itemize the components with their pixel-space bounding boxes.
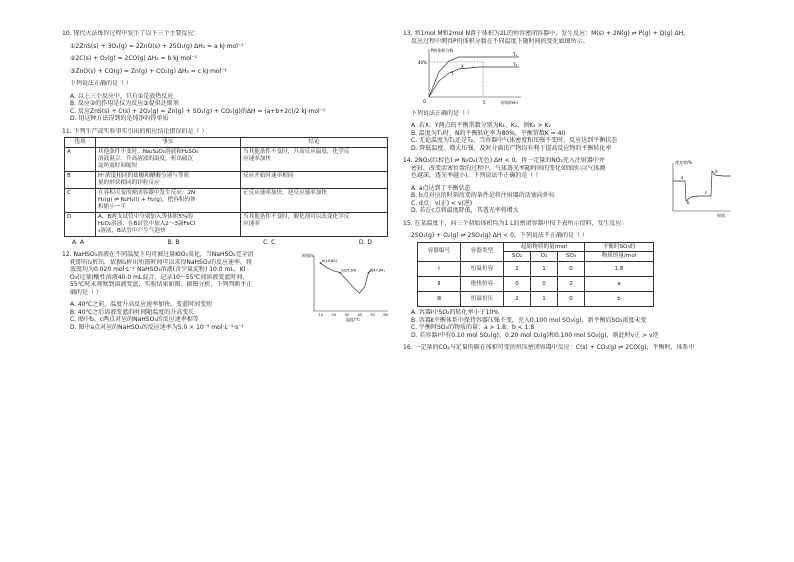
- cell-line: 量的形状相同的锌粒反应: [98, 179, 160, 186]
- option-a: A. 以上三个反应中，只有①是放热反应: [70, 92, 174, 100]
- cell-line: H⁺浓度相同的盐酸和醋酸分别与等质: [98, 172, 190, 179]
- table-row: [65, 212, 388, 236]
- stem-line: 13. 将1mol M和2mol N置于体积为2L的恒容密闭容器中，发生反应：M(s) + 2N(g) ⇌ P(g) + Q(g) ΔH。: [403, 30, 690, 37]
- option-c: C. 无论温度为T₁还是T₂，当容器中气体密度和压强不变时，反应达到平衡状态: [411, 137, 618, 144]
- point-label-c: c: [705, 190, 708, 195]
- table-header: 事实: [96, 138, 241, 148]
- question-11: [62, 128, 392, 247]
- table-cell: [96, 171, 241, 188]
- x-tick-label: 40: [357, 313, 362, 318]
- option-c: C. d点：v(正) < v(逆): [411, 199, 473, 207]
- table-cell: Ⅲ: [418, 292, 461, 307]
- cell-line: 反应开始时速率相同: [243, 172, 294, 179]
- table-cell: Ⅰ: [418, 262, 461, 277]
- data-point-label: b(25,64): [341, 268, 357, 273]
- table-row: [418, 262, 654, 277]
- option-d: D. 图中a点对应的NaHSO₃的反应速率为5.0 × 10⁻⁵ mol·L⁻¹·s⁻¹: [70, 323, 244, 331]
- data-points: [320, 259, 386, 274]
- option-c: C. 平衡时SO₃的物质的量：a > 1.8、b < 1.8: [411, 324, 535, 332]
- table-cell: [241, 147, 388, 171]
- option-c: C. 图中b、c两点对应的NaHSO₃的反应速率相等: [70, 316, 199, 324]
- stem-line: O₃(过量)酸性溶液40.0 mL混合，记录10～55℃间溶液变蓝时间，: [70, 273, 249, 281]
- question-15: [403, 220, 733, 340]
- table-cell: A: [65, 147, 96, 171]
- option-b: B. 40℃之后溶液变蓝的时间随温度的升高变长: [70, 308, 195, 316]
- x-mark-label: 5: [483, 100, 486, 105]
- point-label-y: Y: [451, 71, 454, 76]
- table-cell: Ⅱ: [418, 277, 461, 292]
- container-table: [417, 242, 654, 308]
- stem-line: 色越深，透光率越小)。下列说法不正确的是（ ）: [411, 172, 542, 179]
- cell-line: H₃(g) ⇌ N₂H₄(l) + H₂(g)，把容积的体: [98, 196, 196, 203]
- option-a: A. 若X、Y两点的平衡常数分别为K₁、K₂，则K₁ > K₂: [411, 122, 551, 129]
- table-cell: 1: [531, 292, 558, 307]
- table-cell: 恒温恒压: [461, 292, 504, 307]
- table-cell: 0: [558, 292, 585, 307]
- table-cell: b: [585, 292, 654, 307]
- volume-fraction-chart: [417, 45, 527, 107]
- cell-line: A、B两支试管中分别加入等体积5%的: [98, 213, 193, 220]
- question-14: [403, 157, 733, 218]
- table-cell: 绝热恒容: [461, 277, 504, 292]
- table-header-row: [65, 138, 388, 148]
- question-stem-block: [403, 157, 658, 215]
- x-axis-label: 时间/min: [501, 100, 518, 105]
- option-b: B. 温度为T₁时，N的平衡转化率为80%，平衡常数K = 40: [411, 129, 566, 137]
- question-ask: 下列说法正确的是（ ）: [70, 80, 132, 87]
- table-cell: B: [65, 171, 96, 188]
- origin-label: O: [423, 99, 427, 104]
- option-a: A. a点达到了平衡状态: [411, 184, 471, 192]
- table-row: [418, 277, 654, 292]
- stem-line: 密封，改变活塞位置的过程中，气体透光率随时间的变化如图所示(气体颜: [411, 164, 606, 172]
- reaction-3: ③ZnO(s) + CO(g) = Zn(g) + CO₂(g) ΔH₃ = c kJ·mol⁻¹: [70, 67, 227, 75]
- option-b: B. B: [167, 238, 180, 246]
- table-cell: 1.8: [585, 262, 654, 277]
- option-a: A. 容器Ⅰ中SO₂的转化率小于10%: [411, 309, 499, 317]
- table-header: 物质的量/mol: [585, 252, 654, 262]
- series-lines: [429, 52, 519, 97]
- table-cell: 0: [531, 277, 558, 292]
- option-b: B. b点对应的时刻改变的条件是将注射器的活塞向外拉: [411, 192, 555, 199]
- table-cell: [96, 188, 241, 212]
- x-axis-label: 温度/℃: [346, 317, 360, 323]
- series-label: T₂: [513, 62, 518, 67]
- question-12: [62, 251, 392, 331]
- option-a: A. 40℃之前，温度升高反应速率加快，变蓝时间变短: [70, 301, 213, 309]
- table-cell: 1: [531, 262, 558, 277]
- reaction: 2SO₂(g) + O₂(g) ⇌ 2SO₃(g) ΔH < 0。下列说法不正确的是（ ）: [411, 232, 588, 239]
- table-header: 平衡时SO₃的: [585, 242, 654, 252]
- x-tick-label: 50: [370, 313, 375, 318]
- table-row: [65, 188, 388, 212]
- left-column: [62, 30, 392, 331]
- point-label-d: d: [715, 169, 718, 174]
- facts-table: [64, 137, 388, 237]
- point-label-x: X: [461, 64, 464, 69]
- question-stem: 11. 下列生产或实验事实引出的相应结论错误的是（ ）: [62, 127, 208, 135]
- reaction-1: ①2ZnS(s) + 3O₂(g) = 2ZnO(s) + 2SO₂(g) ΔH₁ = a kJ·mol⁻¹: [70, 42, 244, 50]
- table-cell: 2: [504, 292, 531, 307]
- question-16: [403, 344, 733, 352]
- cell-line: ₃溶液，B试管中产生气泡快: [98, 227, 166, 234]
- table-row: [65, 171, 388, 188]
- data-point-label: c(47,64): [370, 268, 385, 273]
- question-stem-block: [62, 251, 294, 296]
- cell-line: 应速率加快: [243, 155, 271, 162]
- cell-line: 在容积可变的密闭容器中发生反应：2N: [98, 189, 196, 196]
- y-mark-label: 40%: [418, 60, 427, 65]
- table-cell: 2: [558, 277, 585, 292]
- table-cell: 2: [504, 262, 531, 277]
- table-cell: [241, 171, 388, 188]
- series-label: T₁: [513, 52, 518, 57]
- table-header: 选项: [65, 138, 96, 148]
- y-axis-label: P的体积分数: [431, 48, 454, 53]
- table-cell: [96, 147, 241, 171]
- table-header: 容器类型: [461, 242, 504, 262]
- option-d: D. 若容器Ⅰ中有0.10 mol SO₂(g)、0.20 mol O₂(g)和0.100 mol SO₃(g)，则此时v正 > v逆: [411, 331, 659, 339]
- option-a: A. A: [72, 238, 84, 246]
- answer-options: [62, 239, 372, 247]
- reaction-2: ②2C(s) + O₂(g) = 2CO(g) ΔH₂ = b kJ·mol⁻¹: [70, 55, 198, 62]
- table-header: O₂: [531, 252, 558, 262]
- option-b: B. 反应②的作用是仅为反应③提供还原剂: [70, 100, 179, 107]
- x-axis-label: 时间: [717, 213, 725, 218]
- stem-line: 浓度均为0.020 mol·L⁻¹ NaHSO₃溶液(含少量淀粉) 10.0 mL、KI: [70, 266, 246, 274]
- data-point-label: a(10,80): [321, 259, 337, 264]
- cell-line: 其他条件不变时，Na₂S₂O₃溶液和H₂SO₄: [98, 148, 199, 155]
- stem-line: 确的是（ ）: [70, 288, 102, 296]
- table-header: 结论: [241, 138, 388, 148]
- cell-line: 淀所需时间缩短: [98, 162, 138, 169]
- question-stem: 10. 现代火法炼锌过程中发生了以下三个主要反应：: [62, 30, 200, 37]
- table-cell: D: [65, 212, 96, 236]
- cell-line: 当其他条件不变时，催化剂可以改变化学反: [243, 213, 350, 220]
- x-tick-label: 20: [331, 313, 336, 318]
- stem-line: 12. NaHSO₃溶液在不同温度下均可被过量KIO₃氧化，当NaHSO₃完全消: [62, 251, 254, 259]
- option-d: D. D: [358, 238, 372, 246]
- table-header: SO₂: [504, 252, 531, 262]
- cell-line: 应速率: [243, 220, 260, 227]
- cell-line: 当其他条件不变时，升高反应温度，化学反: [243, 148, 350, 155]
- series-line: [429, 57, 519, 97]
- stem-line: 55℃时未观察到溶液变蓝，实验结果如图。据图分析，下列判断不正: [70, 281, 253, 289]
- table-row: [65, 147, 388, 171]
- point-label-a: a: [681, 175, 684, 180]
- option-c: C. C: [263, 238, 276, 246]
- question-13: [403, 30, 733, 152]
- option-d: D. 用这种方法得到的是纯净的锌单质: [70, 115, 169, 122]
- option-d: D. 若在c点将温度降低，其透光率将增大: [411, 207, 519, 214]
- table-header: 起始物质的量/mol: [504, 242, 585, 252]
- x-tick-label: 10: [318, 313, 323, 318]
- question-ask: 下列说法正确的是（ ）: [411, 109, 473, 117]
- question-10: [62, 30, 392, 123]
- table-header: SO₃: [558, 252, 585, 262]
- cell-line: 积缩小一半: [98, 203, 126, 210]
- table-cell: 恒温恒容: [461, 262, 504, 277]
- table-cell: a: [585, 277, 654, 292]
- table-cell: [96, 212, 241, 236]
- table-cell: [241, 188, 388, 212]
- table-cell: [241, 212, 388, 236]
- point-label-b: b: [687, 200, 690, 205]
- table-cell: 0: [504, 277, 531, 292]
- y-axis-label: 透光率/%: [675, 160, 693, 165]
- cell-line: 溶液混合，升高溶液的温度，析出硫沉: [98, 155, 194, 162]
- table-row: [418, 292, 654, 307]
- right-column: [403, 30, 733, 352]
- question-stem: 15. 在某温度下，向三个初始体积均为1 L的密闭容器中按下表所示投料，发生反应：: [403, 219, 628, 227]
- table-header: 容器编号: [418, 242, 461, 262]
- option-b: B. 容器Ⅱ平衡体系中保持容器压强不变，充入0.100 mol SO₃(g)，新平衡后SO₃浓度未变: [411, 316, 647, 324]
- y-axis-label: 时间/s: [302, 253, 314, 259]
- option-d: D. 降低温度、增大压强、及时分离出产物均有利于提高反应物的平衡转化率: [411, 144, 612, 152]
- cell-line: 正反应速率加快，逆反应速率加快: [243, 189, 327, 196]
- x-tick-label: 60: [383, 313, 388, 318]
- table-cell: 0: [558, 262, 585, 277]
- table-cell: C: [65, 188, 96, 212]
- data-curve: [321, 263, 373, 293]
- stem-line: 耗即有I₂析出，依据I₂析出所需时间可以求得NaHSO₃的反应速率。将: [70, 258, 252, 266]
- question-stem: 16. 一定量的CO₂与足量的碳在体积可变的恒压密闭容器中反应：C(s) + CO₂(g) ⇌ 2CO(g)，平衡时，体系中: [403, 344, 695, 352]
- stem-line: 反应过程中测得P的体积分数在不同温度下随时间的变化如图所示。: [411, 37, 589, 45]
- cell-line: H₂O₂溶液，在B试管中加入2～3滴FeCl: [98, 220, 196, 227]
- stem-line: 14. 2NO₂(红棕色) ⇌ N₂O₄(无色) ΔH < 0。将一定量的NO₂充入注射器中并: [403, 157, 605, 164]
- transmittance-chart: [665, 157, 733, 219]
- series-line: [429, 67, 519, 97]
- option-c: C. 反应ZnS(s) + C(s) + 2O₂(g) = Zn(g) + SO₂(g) + CO₂(g)的ΔH = (a+b+2c)/2 kJ·mol⁻¹: [70, 107, 326, 115]
- table-header-row: [418, 242, 654, 252]
- temperature-time-chart: [300, 251, 392, 323]
- x-tick-label: 30: [344, 313, 349, 318]
